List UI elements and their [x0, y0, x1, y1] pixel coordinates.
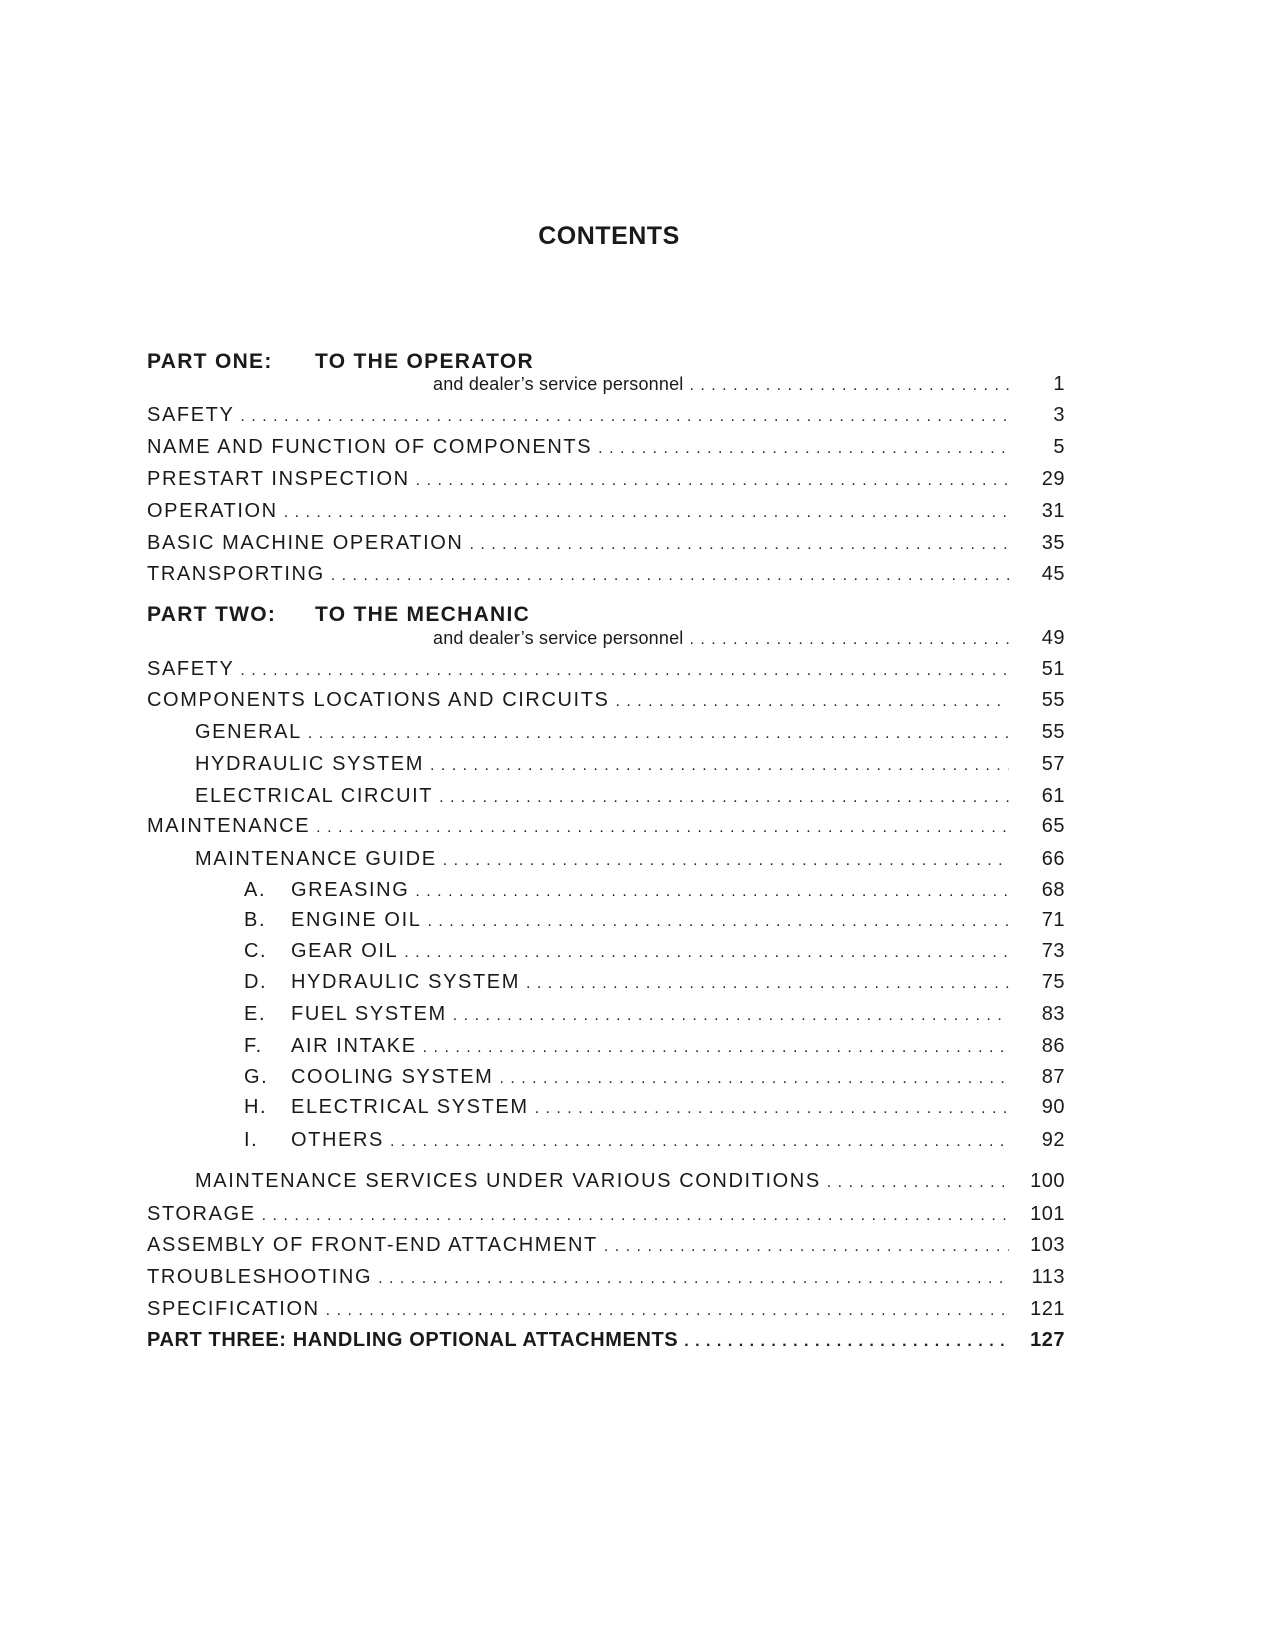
item-letter: H.: [244, 1096, 268, 1118]
entry-title: FUEL SYSTEM: [291, 1003, 447, 1025]
part-two-label: PART TWO:: [147, 603, 277, 626]
toc-entry[interactable]: [147, 815, 1065, 843]
part-three-title: PART THREE: HANDLING OPTIONAL ATTACHMENTS: [147, 1329, 679, 1351]
toc-entry[interactable]: [147, 500, 1065, 528]
toc-entry[interactable]: [147, 971, 1065, 999]
part-one-label: PART ONE:: [147, 350, 273, 373]
part-two-subline: and dealer’s service personnel: [433, 628, 684, 648]
page-number: 83: [1041, 1003, 1065, 1025]
entry-title: AIR INTAKE: [291, 1035, 417, 1057]
part-one-title: TO THE OPERATOR: [315, 350, 535, 373]
toc-entry[interactable]: [147, 909, 1065, 937]
page-number: 73: [1041, 940, 1065, 962]
page-number: 29: [1041, 468, 1065, 490]
leader-dots: [308, 725, 1009, 743]
leader-dots: [615, 693, 1009, 711]
item-letter: E.: [244, 1003, 267, 1025]
leader-dots: [690, 377, 1010, 395]
leader-dots: [453, 1007, 1009, 1025]
page-number: 49: [1041, 627, 1065, 649]
page-number: 5: [1053, 436, 1065, 458]
page-number: 55: [1041, 689, 1065, 711]
page-number: 57: [1041, 753, 1065, 775]
toc-entry[interactable]: [147, 532, 1065, 560]
leader-dots: [240, 408, 1009, 426]
page-number: 113: [1031, 1266, 1065, 1288]
leader-dots: [439, 789, 1009, 807]
toc-entry[interactable]: [147, 1003, 1065, 1031]
page-number: 1: [1053, 373, 1065, 395]
toc-entry-part-three[interactable]: [147, 1329, 1065, 1357]
toc-entry[interactable]: [147, 1170, 1065, 1198]
entry-title: SAFETY: [147, 404, 235, 426]
entry-title: HYDRAULIC SYSTEM: [195, 753, 424, 775]
page-number: 71: [1041, 909, 1065, 931]
entry-title: GENERAL: [195, 721, 302, 743]
toc-entry[interactable]: [147, 1234, 1065, 1262]
toc-entry[interactable]: [147, 1129, 1065, 1157]
page-number: 127: [1030, 1329, 1065, 1351]
entry-title: OTHERS: [291, 1129, 384, 1151]
leader-dots: [827, 1174, 1009, 1192]
part-one-subline: and dealer’s service personnel: [433, 374, 684, 394]
toc-entry[interactable]: [147, 436, 1065, 464]
leader-dots: [284, 504, 1009, 522]
leader-dots: [526, 975, 1009, 993]
toc-entry[interactable]: [147, 848, 1065, 876]
entry-title: GEAR OIL: [291, 940, 399, 962]
entry-title: NAME AND FUNCTION OF COMPONENTS: [147, 436, 593, 458]
page-number: 51: [1041, 658, 1065, 680]
toc-entry[interactable]: [147, 1035, 1065, 1063]
item-letter: C.: [244, 940, 268, 962]
entry-title: STORAGE: [147, 1203, 256, 1225]
toc-entry[interactable]: [147, 721, 1065, 749]
leader-dots: [535, 1100, 1009, 1118]
leader-dots: [240, 662, 1009, 680]
toc-entry[interactable]: [147, 404, 1065, 432]
entry-title: BASIC MACHINE OPERATION: [147, 532, 464, 554]
page-number: 65: [1041, 815, 1065, 837]
entry-title: MAINTENANCE: [147, 815, 311, 837]
page-number: 68: [1041, 879, 1065, 901]
toc-entry[interactable]: [147, 1096, 1065, 1124]
entry-title: SPECIFICATION: [147, 1298, 320, 1320]
leader-dots: [598, 440, 1009, 458]
toc-entry[interactable]: [147, 1066, 1065, 1094]
toc-entry[interactable]: [147, 1266, 1065, 1294]
entry-title: COOLING SYSTEM: [291, 1066, 494, 1088]
item-letter: B.: [244, 909, 267, 931]
part-two-title: TO THE MECHANIC: [315, 603, 531, 626]
leader-dots: [684, 1333, 1009, 1351]
toc-entry[interactable]: [147, 785, 1065, 813]
entry-title: MAINTENANCE GUIDE: [195, 848, 437, 870]
item-letter: D.: [244, 971, 268, 993]
page-number: 87: [1041, 1066, 1065, 1088]
page-number: 100: [1030, 1170, 1065, 1192]
toc-entry[interactable]: [147, 627, 1065, 655]
toc-entry[interactable]: [147, 753, 1065, 781]
entry-title: COMPONENTS LOCATIONS AND CIRCUITS: [147, 689, 610, 711]
item-letter: A.: [244, 879, 267, 901]
page-number: 66: [1041, 848, 1065, 870]
page-number: 103: [1030, 1234, 1065, 1256]
leader-dots: [326, 1302, 1009, 1320]
entry-title: ASSEMBLY OF FRONT-END ATTACHMENT: [147, 1234, 598, 1256]
page-number: 45: [1041, 563, 1065, 585]
part-two-heading: [147, 603, 530, 627]
leader-dots: [416, 472, 1009, 490]
entry-title: GREASING: [291, 879, 410, 901]
leader-dots: [423, 1039, 1009, 1057]
toc-entry[interactable]: [147, 563, 1065, 591]
entry-title: SAFETY: [147, 658, 235, 680]
toc-entry[interactable]: [147, 940, 1065, 968]
page-number: 90: [1041, 1096, 1065, 1118]
toc-entry[interactable]: [147, 689, 1065, 717]
toc-entry[interactable]: [147, 468, 1065, 496]
entry-title: ENGINE OIL: [291, 909, 422, 931]
toc-entry[interactable]: [147, 1298, 1065, 1326]
leader-dots: [316, 819, 1009, 837]
page-number: 75: [1041, 971, 1065, 993]
toc-entry[interactable]: [147, 658, 1065, 686]
leader-dots: [604, 1238, 1009, 1256]
page-number: 61: [1041, 785, 1065, 807]
leader-dots: [378, 1270, 1009, 1288]
item-letter: I.: [244, 1129, 259, 1151]
toc-entry[interactable]: [147, 1203, 1065, 1231]
leader-dots: [690, 631, 1010, 649]
leader-dots: [331, 567, 1009, 585]
entry-title: PRESTART INSPECTION: [147, 468, 410, 490]
page-number: 35: [1041, 532, 1065, 554]
leader-dots: [415, 883, 1009, 901]
entry-title: TRANSPORTING: [147, 563, 325, 585]
page-number: 92: [1041, 1129, 1065, 1151]
entry-title: OPERATION: [147, 500, 278, 522]
toc-entry[interactable]: [147, 879, 1065, 907]
toc-entry[interactable]: [147, 373, 1065, 401]
page-title: CONTENTS: [538, 222, 680, 250]
leader-dots: [430, 757, 1009, 775]
entry-title: ELECTRICAL SYSTEM: [291, 1096, 529, 1118]
page-number: 101: [1030, 1203, 1065, 1225]
part-one-heading: [147, 350, 534, 374]
leader-dots: [404, 944, 1009, 962]
item-letter: G.: [244, 1066, 269, 1088]
page-number: 86: [1041, 1035, 1065, 1057]
entry-title: TROUBLESHOOTING: [147, 1266, 373, 1288]
entry-title: MAINTENANCE SERVICES UNDER VARIOUS CONDITIONS: [195, 1170, 821, 1192]
page-number: 55: [1041, 721, 1065, 743]
leader-dots: [499, 1070, 1009, 1088]
leader-dots: [390, 1133, 1009, 1151]
page-number: 121: [1030, 1298, 1065, 1320]
leader-dots: [262, 1207, 1009, 1225]
page-number: 3: [1053, 404, 1065, 426]
item-letter: F.: [244, 1035, 263, 1057]
leader-dots: [427, 913, 1009, 931]
leader-dots: [469, 536, 1009, 554]
leader-dots: [443, 852, 1009, 870]
entry-title: HYDRAULIC SYSTEM: [291, 971, 520, 993]
entry-title: ELECTRICAL CIRCUIT: [195, 785, 434, 807]
page-number: 31: [1041, 500, 1065, 522]
